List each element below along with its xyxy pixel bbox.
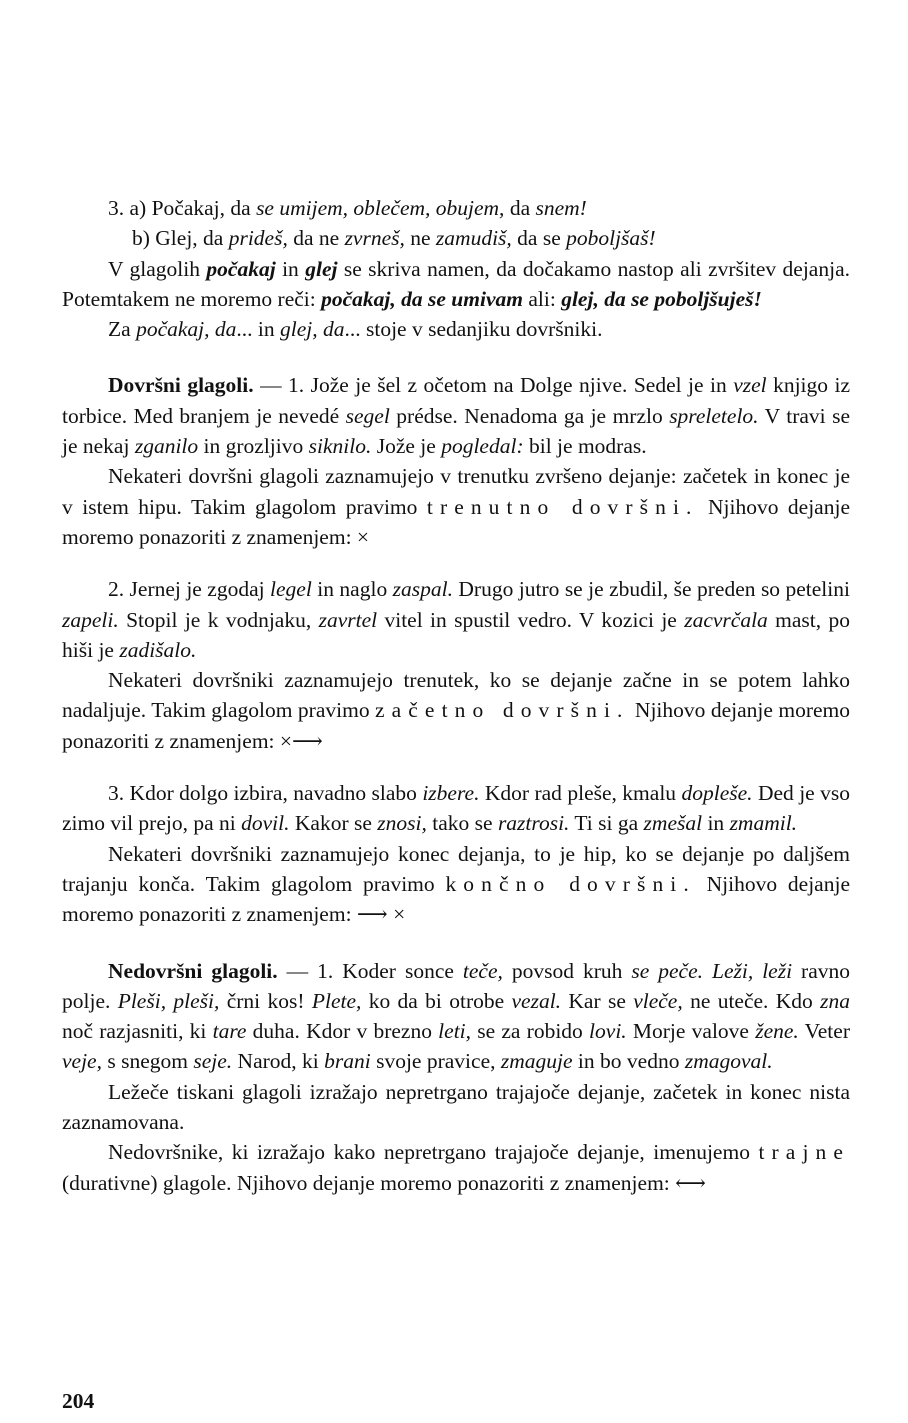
text: ne uteče. Kdo [682,988,821,1013]
symbol-double-arrow: ⟷ [675,1170,706,1195]
text: noč razjasniti, ki [62,1019,213,1044]
text: Njihovo dejanje moremo ponazoriti z znamenjem: [62,698,850,753]
italic-verb: znosi, [377,811,427,836]
italic-verb: siknilo. [308,434,372,459]
trajne-paragraph [62,1137,850,1198]
italic-verb: zvrneš, [344,226,405,251]
text: Njihovo dejanje moremo ponazoriti z znamenjem: [62,494,850,549]
symbol-cross-arrow: ×⟶ [279,728,323,753]
trenutno-paragraph [62,461,850,552]
zacetno-paragraph [62,665,850,756]
italic-phrase: glej, da se poboljšuješ! [561,286,762,311]
text: črni kos! [219,988,312,1013]
italic-verb: zaspal. [392,577,453,602]
italic-phrase: počakaj, da se umivam [321,286,523,311]
text: in [702,811,730,836]
nedovrsni-paragraph [62,956,850,1077]
text: Nekateri dovršniki zaznamujejo konec dejanja, to je hip, ko se dejanje po daljšem trajanju konča. Takim glagolom pravimo [62,841,850,896]
text: Veter [798,1019,850,1044]
italic-verb: tare [212,1019,247,1044]
italic-verb: prideš, [228,226,288,251]
text: ko da bi otrobe [361,988,512,1013]
text: Njihovo dejanje moremo ponazoriti z znamenjem: [62,871,850,927]
italic-verb: veje, [62,1049,102,1074]
lezece-paragraph [62,1077,850,1138]
italic-verb: raztrosi. [497,811,570,836]
text: Kdor rad pleše, kmalu [479,781,682,806]
italic-phrase: glej, da [279,317,345,342]
text: 2. Jernej je zgodaj [108,577,271,602]
text: in grozljivo [198,434,309,459]
symbol-arrow-cross: ⟶ × [356,902,406,927]
text: Nekateri dovršniki zaznamujejo trenutek, ko se dejanje začne in se potem lahko nadaljuje. Takim glagolom pravimo [62,668,850,723]
italic-verb: žene. [755,1019,799,1044]
italic-phrase: počakaj, da [136,317,237,342]
text: ... stoje v sedanjiku dovršniki. [344,317,603,342]
koncno-paragraph [62,839,850,930]
italic-verb: zavrtel [318,607,378,632]
italic-verb: brani [324,1049,371,1074]
text: knjigo iz torbice. Med branjem je nevedé [62,373,850,428]
italic-verb: vleče, [633,988,683,1013]
italic-verb: zganilo [134,434,199,459]
dovrsni-paragraph [62,370,850,461]
text: Jože je [371,434,442,459]
italic-verb: zna [820,988,850,1013]
italic-verb: dopleše. [681,781,753,806]
text: vitel in spustil vedro. V kozici je [377,607,685,632]
italic-verb: pogledal: [441,434,524,459]
italic-verb: vzel [733,373,767,398]
spaced-term: končno dovršni. [445,871,696,896]
italic-verb: počakaj [206,256,276,281]
italic-verb: legel [270,577,312,602]
text: se skriva namen, da dočakamo nastop ali zvršitev dejanja. Potemtakem ne moremo reči: [62,256,850,311]
text: da [504,196,536,220]
italic-verb: zmamil. [729,811,798,836]
text: b) Glej, da [132,226,229,251]
text: Za [108,317,137,342]
italic-verb: vezal. [511,988,562,1013]
text: — 1. Jože je šel z očetom na Dolge njive. Sedel je in [253,373,734,398]
text: svoje pravice, [370,1049,501,1074]
italic-verb: se peče. Leži, leži [631,958,793,983]
italic-verb: zmagoval. [684,1049,773,1074]
italic-verb: teče, [462,958,503,983]
text: V travi se je nekaj [62,403,850,459]
text: da se [511,226,567,251]
text: duha. Kdor v brezno [246,1019,439,1044]
text: Kakor se [289,811,378,836]
italic-verb: segel [345,403,390,428]
page-number: 204 [62,1389,95,1413]
italic-verb: zacvrčala [684,607,768,632]
text: ... in [236,317,280,342]
italic-verb: Pleši, pleši, [117,988,220,1013]
text: Kar se [561,988,634,1013]
text: Stopil je k vodnjaku, [118,607,319,632]
text: ne [404,226,436,251]
italic-verb: zmaguje [500,1049,573,1074]
section-heading: Nedovršni glagoli. [108,958,278,983]
spaced-term: trenutno dovršni. [426,494,699,519]
text: ali: [522,286,562,311]
text: (durativne) glagole. Njihovo dejanje moremo ponazoriti z znamenjem: [62,1170,676,1195]
text: prédse. Nenadoma ga je mrzlo [389,403,670,428]
text: 3. a) Počakaj, da [108,196,257,220]
text: in [275,256,306,281]
italic-verb: lovi. [589,1019,627,1044]
italic-verb: snem! [535,196,587,220]
text: Narod, ki [232,1049,325,1074]
italic-verbs: se umijem, oblečem, obujem, [256,196,505,220]
example-3-paragraph [62,778,850,839]
text: — 1. Koder sonce [277,958,463,983]
italic-verb: leti, [438,1019,472,1044]
italic-verb: seje. [193,1049,233,1074]
italic-verb: zapeli. [62,607,119,632]
example-3a [62,193,850,223]
text: ravno polje. [62,958,850,1013]
spaced-term: trajne [758,1140,850,1165]
italic-verb: zmešal [643,811,703,836]
text: Ležeče tiskani glagoli izražajo nepretrgano trajajoče dejanje, začetek in konec nista zaznamovana. [62,1079,850,1135]
italic-verb: spreletelo. [669,403,759,428]
symbol-cross: × [356,524,370,549]
text: mast, po hiši je [62,607,850,662]
text: Nekateri dovršni glagoli zaznamujejo v trenutku zvršeno dejanje: začetek in konec je v istem hipu. Takim glagolom pravimo [62,464,850,519]
italic-verb: dovil. [241,811,290,836]
italic-verb: glej [305,256,338,281]
text: se za robido [471,1019,590,1044]
text: in naglo [311,577,393,602]
text: s snegom [101,1049,194,1074]
text: bil je modras. [523,434,647,459]
text: Ti si ga [569,811,644,836]
italic-verb: Plete, [311,988,362,1013]
text: tako se [426,811,498,836]
text: povsod kruh [502,958,632,983]
italic-verb: zamudiš, [435,226,512,251]
text: Drugo jutro se je zbudil, še preden so petelini [452,577,850,602]
text: in bo vedno [572,1049,685,1074]
text: Nedovršnike, ki izražajo kako nepretrgano trajajoče dejanje, imenujemo [108,1140,759,1165]
text: Ded je vso zimo vil prejo, pa ni [62,781,851,836]
text: da ne [287,226,345,251]
section-heading: Dovršni glagoli. [108,373,254,398]
explanation-paragraph [62,254,850,315]
spaced-term: začetno dovršni. [375,698,630,723]
italic-verb: poboljšaš! [566,226,656,251]
example-2-paragraph [62,574,850,665]
text: V glagolih [108,256,207,281]
summary-paragraph [62,314,850,344]
page-body [62,193,850,1198]
italic-verb: izbere. [422,781,480,806]
italic-verb: zadišalo. [119,637,197,662]
text: Morje valove [626,1019,756,1044]
example-3b [62,223,850,253]
text: 3. Kdor dolgo izbira, navadno slabo [108,781,423,806]
